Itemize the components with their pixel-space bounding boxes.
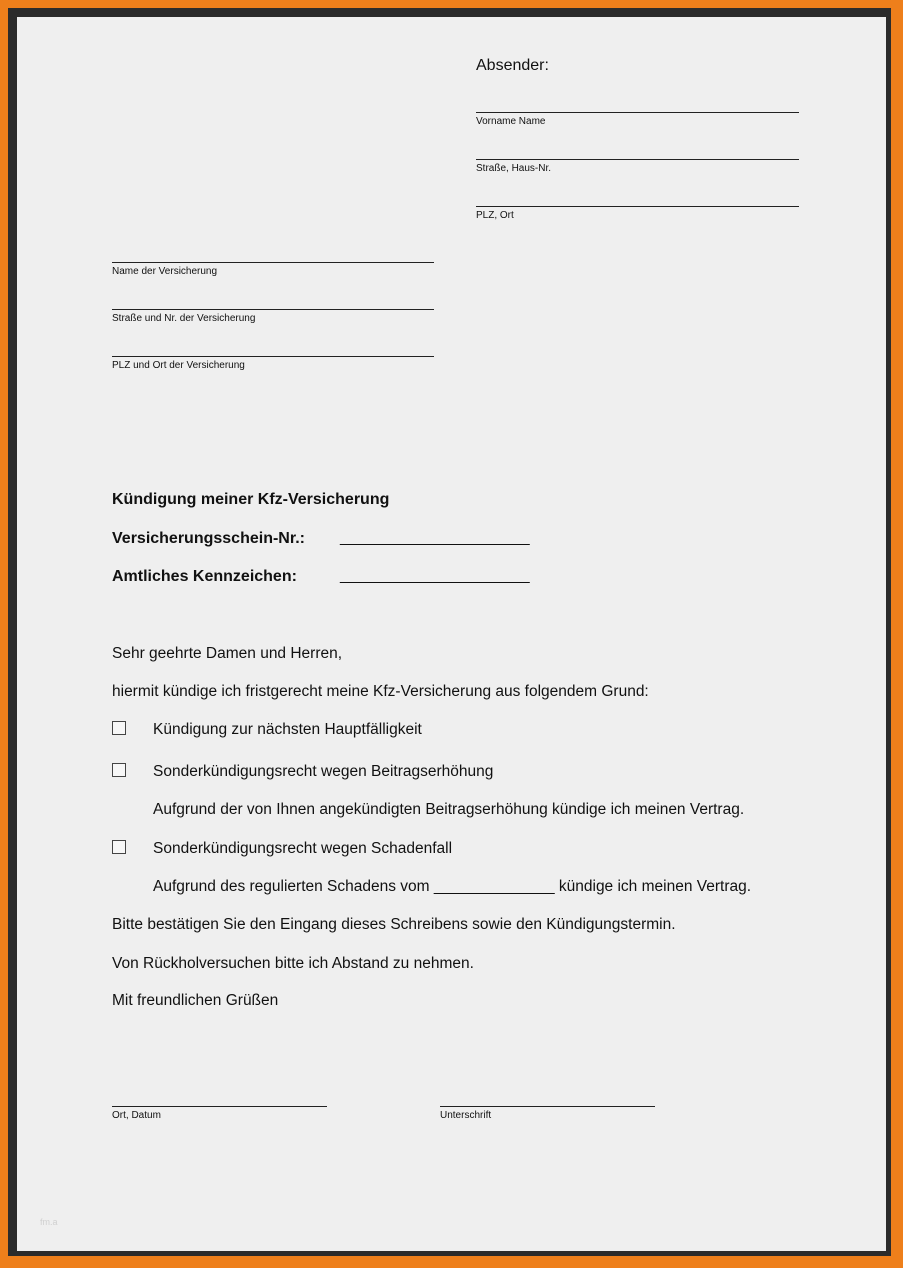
sender-street-line[interactable] xyxy=(476,159,799,160)
no-retention-request: Von Rückholversuchen bitte ich Abstand zu nehmen. xyxy=(112,955,474,972)
option-premium-increase-detail: Aufgrund der von Ihnen angekündigten Beitragserhöhung kündige ich meinen Vertrag. xyxy=(153,801,745,818)
option-main-due-date-label: Kündigung zur nächsten Hauptfälligkeit xyxy=(153,721,422,738)
sender-name-line[interactable] xyxy=(476,112,799,113)
letter-page xyxy=(17,17,886,1251)
watermark-text: fm.a xyxy=(40,1217,58,1227)
salutation: Sehr geehrte Damen und Herren, xyxy=(112,645,343,662)
intro-text: hiermit kündige ich fristgerecht meine Kfz-Versicherung aus folgendem Grund: xyxy=(112,683,649,700)
insurer-street-label: Straße und Nr. der Versicherung xyxy=(112,313,256,324)
license-plate-field[interactable]: ______________________ xyxy=(340,567,530,584)
checkbox-main-due-date[interactable] xyxy=(112,721,126,735)
option-damage-claim-detail: Aufgrund des regulierten Schadens vom ______________ kündige ich meinen Vertrag. xyxy=(153,878,752,895)
subject-title: Kündigung meiner Kfz-Versicherung xyxy=(112,491,390,508)
insurer-name-label: Name der Versicherung xyxy=(112,266,218,277)
place-date-line[interactable] xyxy=(112,1106,327,1107)
closing-phrase: Mit freundlichen Grüßen xyxy=(112,992,279,1009)
checkbox-premium-increase[interactable] xyxy=(112,763,126,777)
sender-name-label: Vorname Name xyxy=(476,116,546,127)
option-damage-claim-label: Sonderkündigungsrecht wegen Schadenfall xyxy=(153,840,453,857)
signature-label: Unterschrift xyxy=(440,1110,492,1121)
insurer-city-label: PLZ und Ort der Versicherung xyxy=(112,360,245,371)
policy-number-label: Versicherungsschein-Nr.: xyxy=(112,530,305,547)
insurer-city-line[interactable] xyxy=(112,356,434,357)
place-date-label: Ort, Datum xyxy=(112,1110,161,1121)
insurer-street-line[interactable] xyxy=(112,309,434,310)
sender-city-label: PLZ, Ort xyxy=(476,210,514,221)
sender-street-label: Straße, Haus-Nr. xyxy=(476,163,552,174)
signature-line[interactable] xyxy=(440,1106,655,1107)
checkbox-damage-claim[interactable] xyxy=(112,840,126,854)
license-plate-label: Amtliches Kennzeichen: xyxy=(112,568,297,585)
option-premium-increase-label: Sonderkündigungsrecht wegen Beitragserhöhung xyxy=(153,763,494,780)
confirmation-request: Bitte bestätigen Sie den Eingang dieses Schreibens sowie den Kündigungstermin. xyxy=(112,916,676,933)
policy-number-field[interactable]: ______________________ xyxy=(340,529,530,546)
sender-title: Absender: xyxy=(476,57,549,74)
sender-city-line[interactable] xyxy=(476,206,799,207)
insurer-name-line[interactable] xyxy=(112,262,434,263)
